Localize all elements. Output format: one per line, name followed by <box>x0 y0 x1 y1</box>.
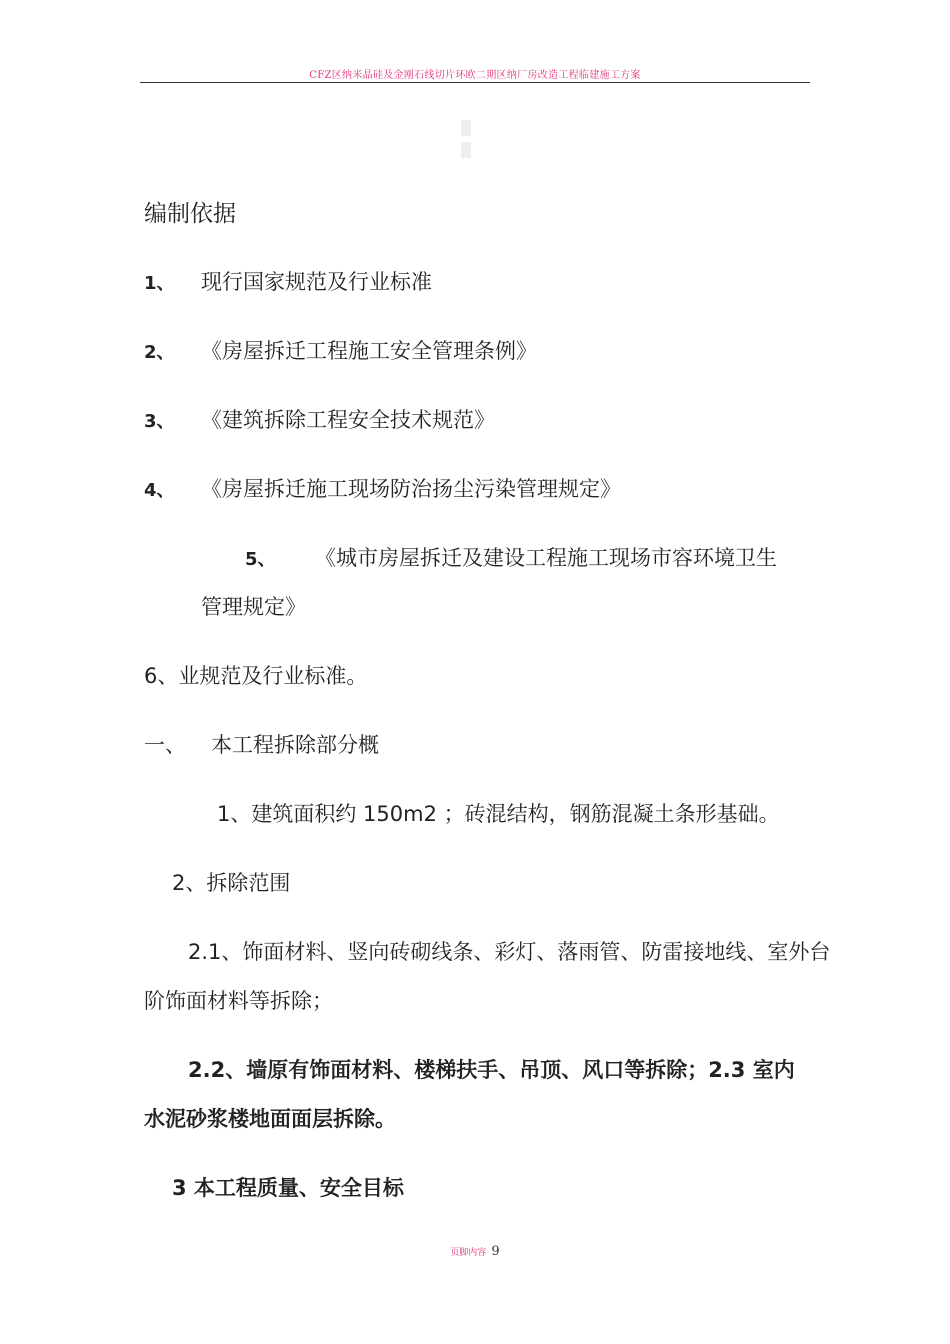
section-title: 编制依据 <box>144 201 236 227</box>
basis-item-5 <box>245 542 777 572</box>
basis-item-3 <box>144 404 495 434</box>
chapter-title: 本工程拆除部分概 <box>211 733 379 757</box>
basis-text: 现行国家规范及行业标准 <box>201 270 432 294</box>
paragraph-2-1-line1: 2.1、饰面材料、竖向砖砌线条、彩灯、落雨管、防雷接地线、室外台 <box>188 940 831 964</box>
paragraph-2-1-line2: 阶饰面材料等拆除； <box>144 989 333 1013</box>
basis-item-6: 6、业规范及行业标准。 <box>144 664 368 688</box>
faint-mark <box>461 142 471 158</box>
basis-item-2 <box>144 335 537 365</box>
basis-item-4 <box>144 473 621 503</box>
page-number: 9 <box>491 1244 500 1259</box>
page-footer <box>0 1240 950 1259</box>
basis-item-5-continuation: 管理规定》 <box>201 595 306 619</box>
footer-label: 页脚内容 <box>450 1248 487 1258</box>
basis-number: 3、 <box>144 411 175 432</box>
faint-mark <box>461 120 471 136</box>
header-rule <box>140 82 810 83</box>
basis-number: 5、 <box>245 549 276 570</box>
paragraph-scope: 2、拆除范围 <box>172 871 291 895</box>
page-header: CFZ区纳米晶硅及金刚石线切片环欧二期区纳厂房改造工程临建施工方案 <box>309 70 641 81</box>
paragraph-area: 1、建筑面积约 150m2 ；砖混结构，钢筋混凝土条形基础。 <box>217 802 780 826</box>
paragraph-quality-target: 3 本工程质量、安全目标 <box>172 1176 404 1200</box>
paragraph-2-2-line1: 2.2、墙原有饰面材料、楼梯扶手、吊顶、风口等拆除；2.3 室内 <box>188 1058 795 1082</box>
basis-number: 1、 <box>144 273 175 294</box>
chapter-number: 一、 <box>144 733 186 757</box>
faint-marks <box>461 120 471 164</box>
basis-text: 《建筑拆除工程安全技术规范》 <box>201 408 495 432</box>
basis-number: 2、 <box>144 342 175 363</box>
chapter-heading <box>144 729 379 759</box>
basis-text: 《城市房屋拆迁及建设工程施工现场市容环境卫生 <box>315 546 777 570</box>
basis-number: 4、 <box>144 480 175 501</box>
paragraph-2-2-line2: 水泥砂浆楼地面面层拆除。 <box>144 1107 396 1131</box>
basis-text: 《房屋拆迁工程施工安全管理条例》 <box>201 339 537 363</box>
basis-text: 《房屋拆迁施工现场防治扬尘污染管理规定》 <box>201 477 621 501</box>
basis-item-1 <box>144 266 432 296</box>
